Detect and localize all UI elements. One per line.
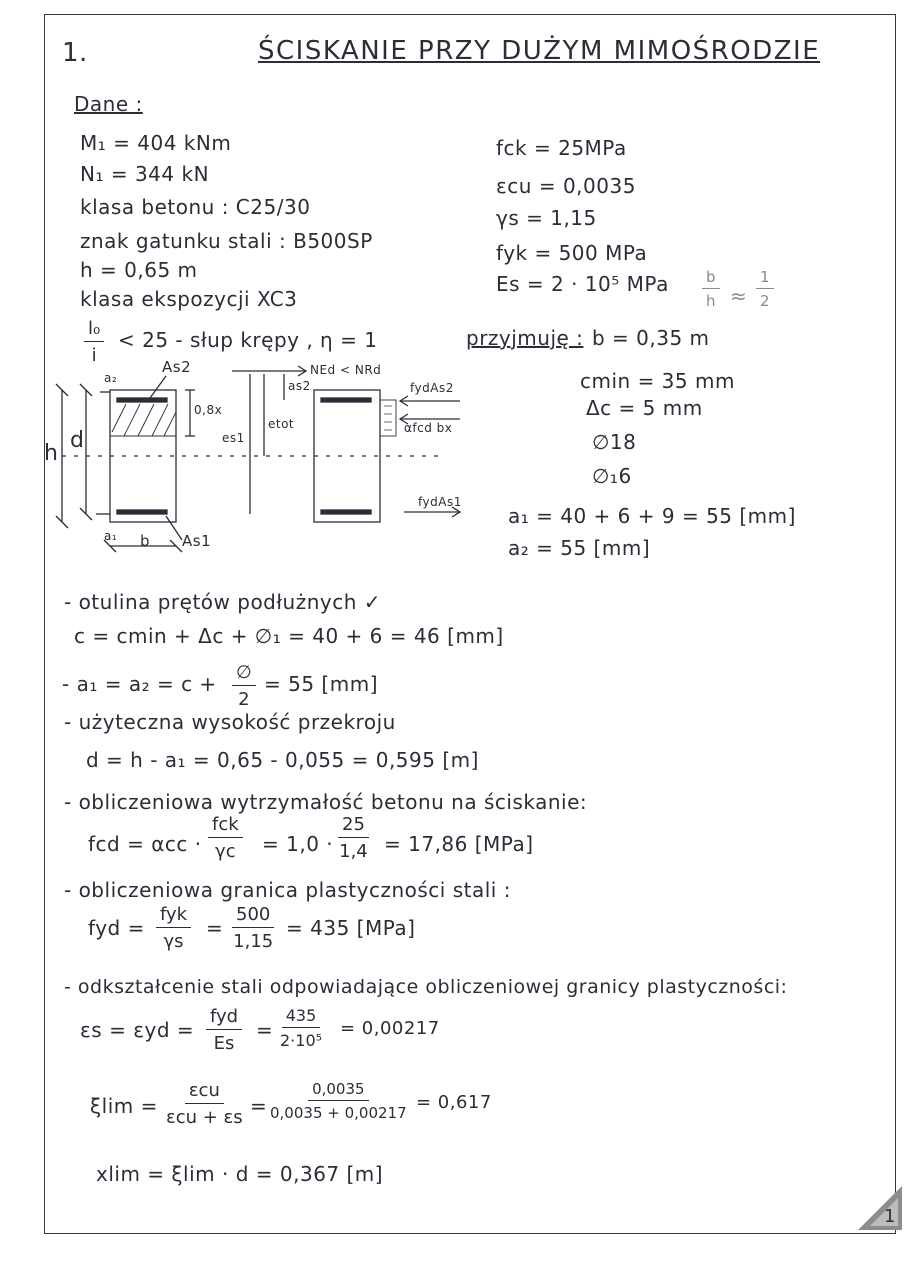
given-exposure: klasa ekspozycji XC3 (80, 287, 298, 311)
fraction-numerator: 435 (282, 1006, 321, 1028)
fraction-denominator: 1,4 (339, 841, 368, 862)
fraction-numerator: fyk (156, 904, 191, 928)
eyd-fraction-2 (280, 1006, 322, 1050)
xi-fraction-2 (270, 1080, 407, 1122)
given-steel-grade: znak gatunku stali : B500SP (80, 229, 373, 253)
fyd-fraction-2 (232, 904, 274, 952)
given-height: h = 0,65 m (80, 258, 198, 282)
fraction-numerator: 0,0035 (308, 1080, 369, 1101)
fraction-numerator: 1 (756, 268, 774, 289)
param-ecu: εcu = 0,0035 (496, 174, 636, 198)
fraction-denominator: 2 (760, 292, 770, 310)
param-es: Es = 2 · 10⁵ MPa (496, 272, 669, 296)
label-a2: a₂ (104, 371, 118, 385)
label-as2-dim: as2 (288, 379, 311, 393)
given-heading: Dane : (74, 92, 143, 116)
eyd-left: εs = εyd = (80, 1018, 195, 1042)
fcd-heading: - obliczeniowa wytrzymałość betonu na ściskanie: (64, 790, 588, 814)
xlim-equation: xlim = ξlim · d = 0,367 [m] (96, 1162, 384, 1186)
assumed-a1: a₁ = 40 + 6 + 9 = 55 [mm] (508, 504, 796, 528)
xi-equals: = (250, 1094, 268, 1118)
label-ned: NEd < NRd (310, 363, 382, 377)
fcd-fraction-1 (208, 814, 243, 862)
fcd-middle: = 1,0 · (262, 832, 334, 856)
label-alpha-fcd: αfcd bx (404, 421, 453, 435)
fraction-denominator: h (706, 292, 716, 310)
d-heading: - użyteczna wysokość przekroju (64, 710, 396, 734)
page-title: ŚCISKANIE PRZY DUŻYM MIMOŚRODZIE (258, 36, 821, 66)
param-fck: fck = 25MPa (496, 136, 627, 160)
label-fyd-as1: fydAs1 (418, 495, 462, 509)
assumed-phi-main: ∅18 (592, 430, 637, 454)
assumed-phi-stirrup: ∅₁6 (592, 464, 632, 488)
param-gamma-s: γs = 1,15 (496, 206, 597, 230)
fraction-denominator: Es (213, 1033, 235, 1054)
problem-number: 1. (62, 38, 88, 68)
cover-heading: - otulina prętów podłużnych ✓ (64, 590, 382, 614)
fraction-denominator: εcu + εs (166, 1107, 243, 1128)
fraction-denominator: 0,0035 + 0,00217 (270, 1104, 407, 1122)
slenderness-fraction (84, 318, 104, 366)
d-equation: d = h - a₁ = 0,65 - 0,055 = 0,595 [m] (86, 748, 479, 772)
label-a1: a₁ (104, 529, 118, 543)
fraction-numerator: ∅ (232, 662, 256, 686)
label-08x: 0,8x (194, 403, 223, 417)
fraction-denominator: 1,15 (233, 931, 274, 952)
cover-equation: c = cmin + Δc + ∅₁ = 40 + 6 = 46 [mm] (74, 624, 504, 648)
label-h: h (44, 441, 59, 466)
fraction-numerator: b (702, 268, 720, 289)
label-as2: As2 (162, 358, 192, 376)
fraction-denominator: i (91, 345, 97, 366)
fcd-result: = 17,86 [MPa] (384, 832, 534, 856)
xi-result: = 0,617 (416, 1092, 492, 1113)
xi-fraction-1 (166, 1080, 243, 1128)
fcd-left: fcd = αcc · (88, 832, 202, 856)
xi-left: ξlim = (90, 1094, 158, 1118)
given-slenderness: < 25 - słup krępy , η = 1 (118, 328, 378, 352)
eyd-equals: = (256, 1018, 274, 1042)
assumed-dc: Δc = 5 mm (586, 396, 703, 420)
fraction-denominator: 2 (238, 689, 250, 710)
a-equation-left: - a₁ = a₂ = c + (62, 672, 217, 696)
ratio-fraction-b (756, 268, 774, 310)
fyd-heading: - obliczeniowa granica plastyczności stali : (64, 878, 511, 902)
fraction-numerator: l₀ (84, 318, 104, 342)
fcd-fraction-2 (338, 814, 369, 862)
fraction-denominator: γs (163, 931, 184, 952)
given-concrete-class: klasa betonu : C25/30 (80, 195, 311, 219)
label-d: d (70, 428, 85, 453)
ratio-approx: ≈ (730, 284, 748, 308)
eyd-fraction-1 (206, 1006, 242, 1054)
a-equation-right: = 55 [mm] (264, 672, 378, 696)
label-b: b (140, 532, 151, 550)
fraction-numerator: 500 (232, 904, 274, 928)
fraction-numerator: fck (208, 814, 243, 838)
assumed-a2: a₂ = 55 [mm] (508, 536, 651, 560)
eyd-result: = 0,00217 (340, 1018, 440, 1039)
fyd-result: = 435 [MPa] (286, 916, 416, 940)
fyd-fraction-1 (156, 904, 191, 952)
assumed-b: b = 0,35 m (592, 326, 710, 350)
a-fraction (232, 662, 256, 710)
fraction-numerator: 25 (338, 814, 369, 838)
param-fyk: fyk = 500 MPa (496, 241, 648, 265)
fraction-numerator: εcu (185, 1080, 224, 1104)
label-es1: es1 (222, 431, 245, 445)
eyd-heading: - odkształcenie stali odpowiadające obliczeniowej granicy plastyczności: (64, 976, 788, 998)
fyd-equals: = (206, 916, 224, 940)
fraction-denominator: γc (215, 841, 236, 862)
fyd-left: fyd = (88, 916, 145, 940)
ratio-fraction-a (702, 268, 720, 310)
label-fyd-as2: fydAs2 (410, 381, 454, 395)
label-etot: etot (268, 417, 295, 431)
given-n1: N₁ = 344 kN (80, 162, 210, 186)
fraction-denominator: 2·10⁵ (280, 1031, 323, 1050)
fraction-numerator: fyd (206, 1006, 242, 1030)
page-number: 1 (884, 1206, 896, 1227)
assumed-cmin: cmin = 35 mm (580, 369, 735, 393)
given-m1: M₁ = 404 kNm (80, 131, 232, 155)
assumed-label: przyjmuję : (466, 326, 584, 350)
label-as1: As1 (182, 532, 212, 550)
